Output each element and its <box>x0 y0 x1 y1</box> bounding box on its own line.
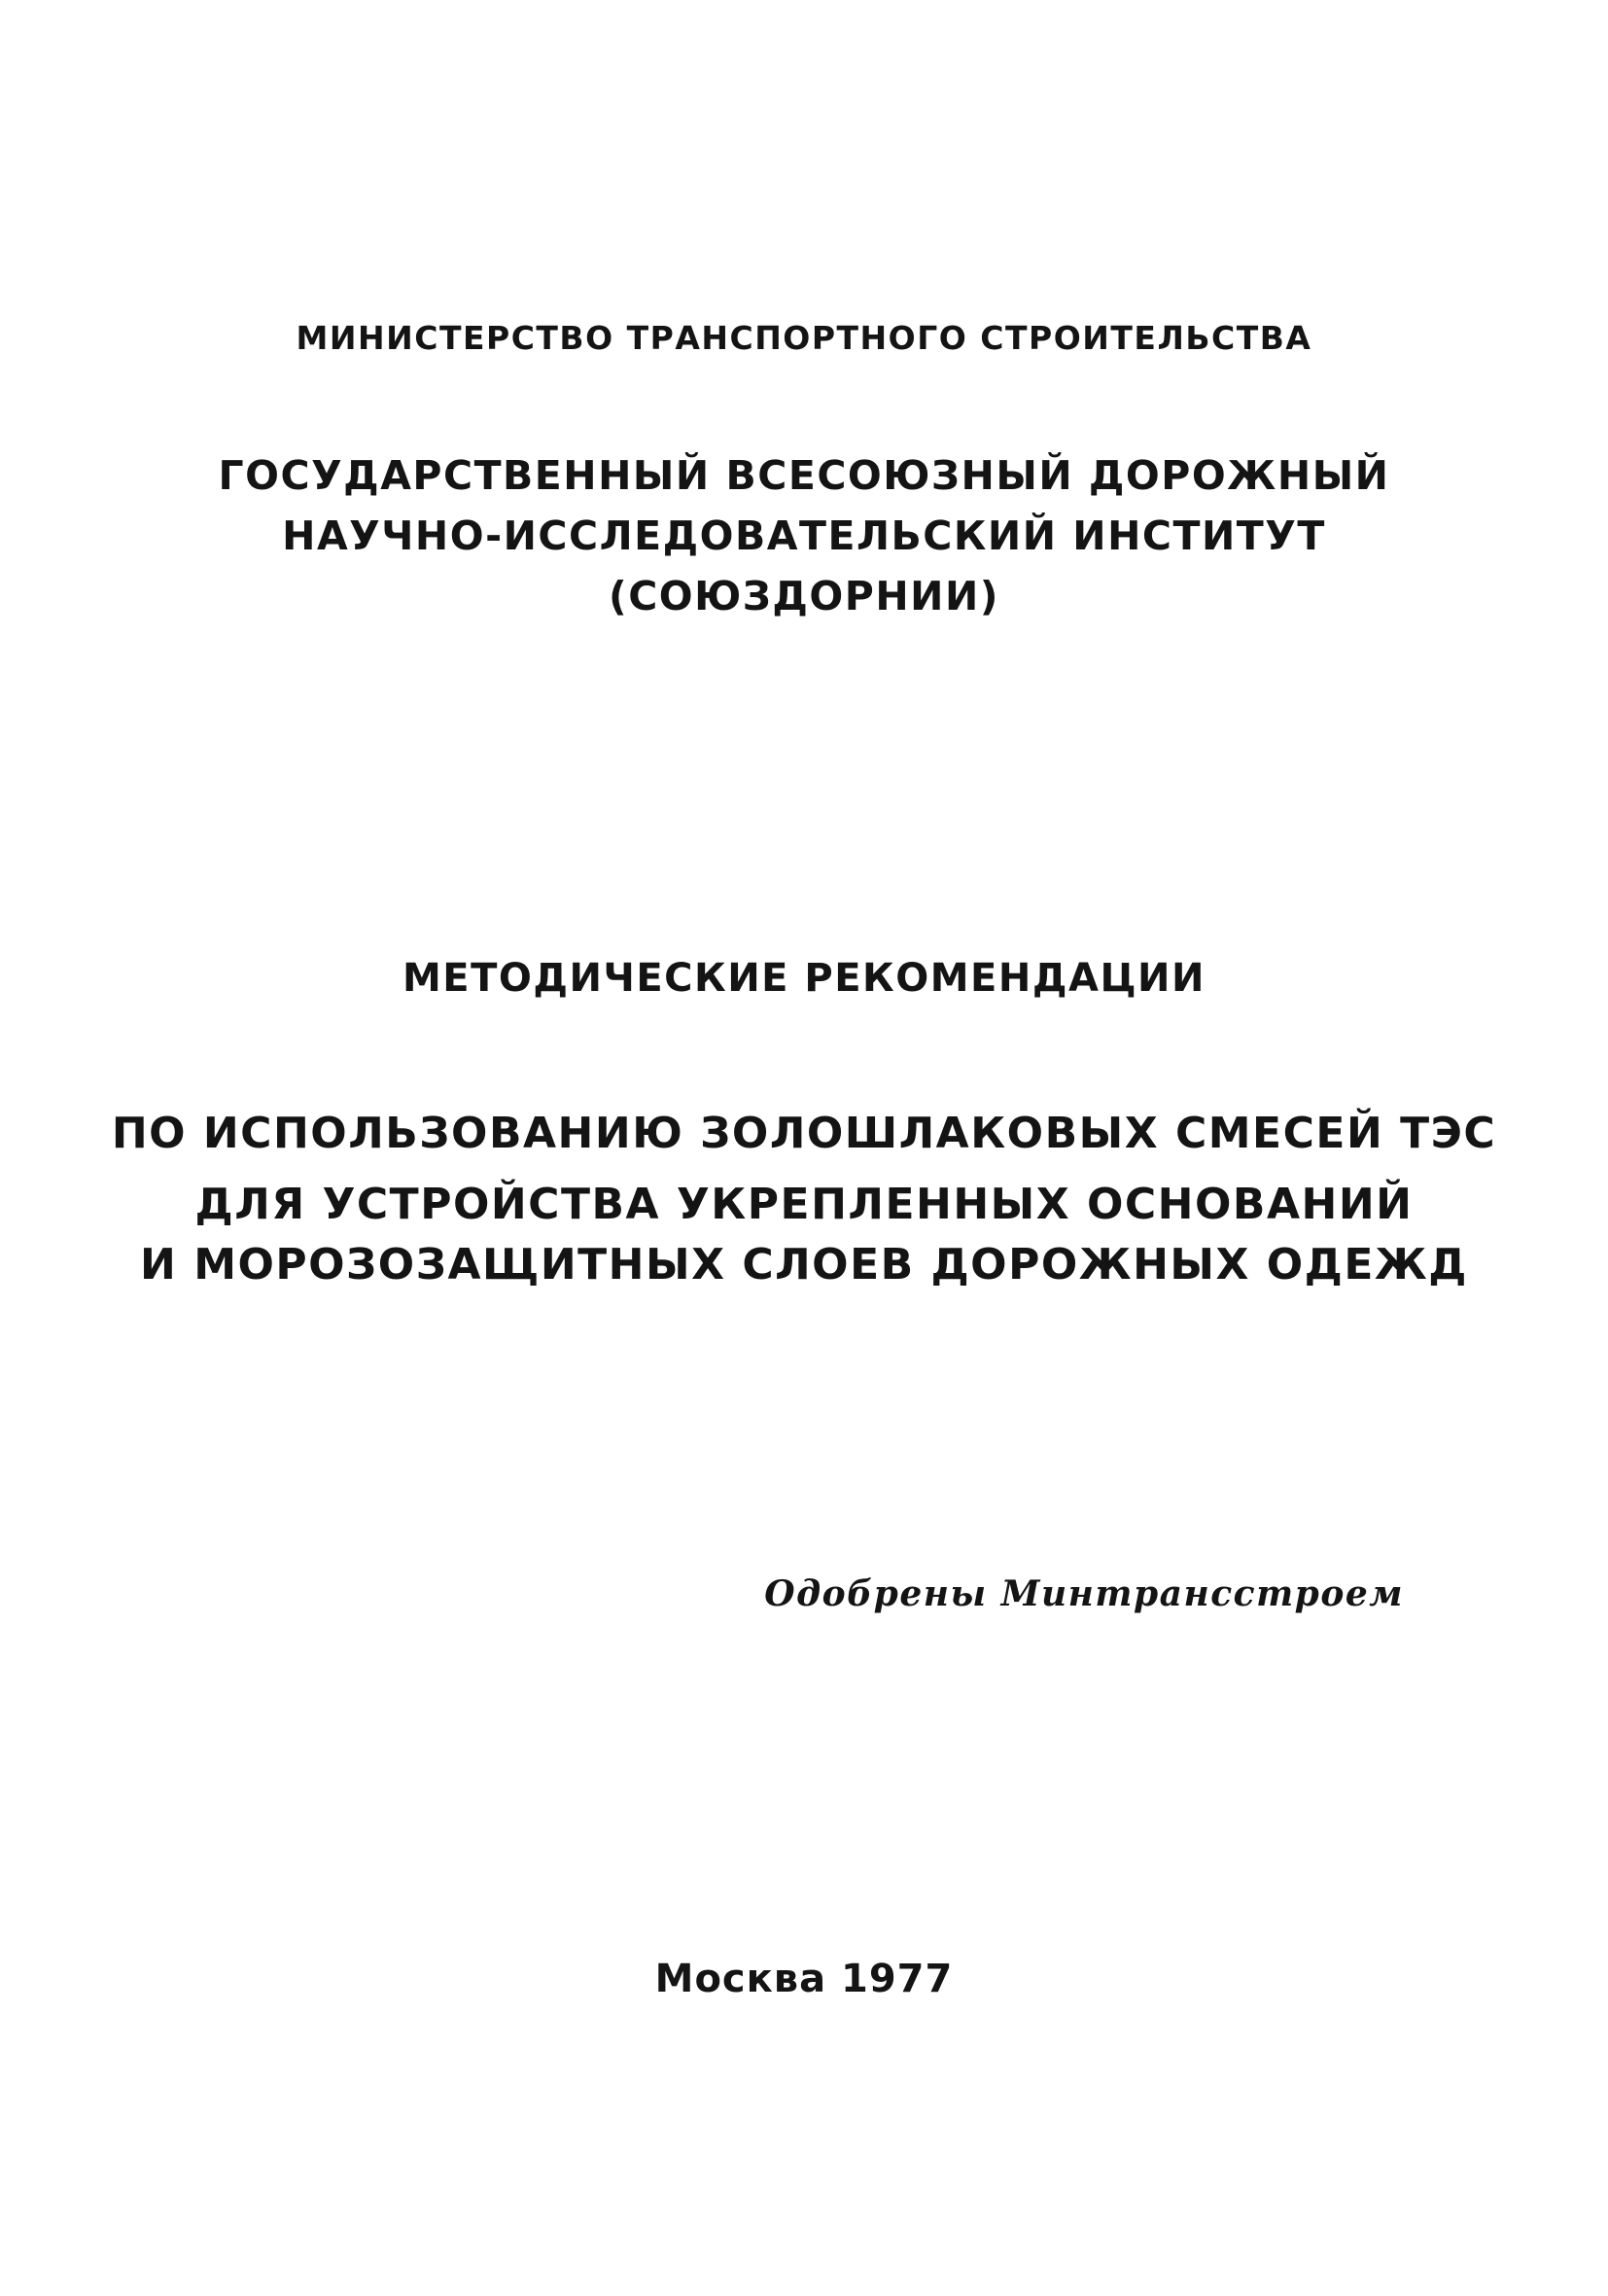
approval-note: Одобрены Минтрансстроем <box>764 1573 1404 1614</box>
ministry-name: МИНИСТЕРСТВО ТРАНСПОРТНОГО СТРОИТЕЛЬСТВА <box>296 319 1312 357</box>
institute-abbreviation: (СОЮЗДОРНИИ) <box>608 573 1000 619</box>
document-title: МЕТОДИЧЕСКИЕ РЕКОМЕНДАЦИИ <box>402 956 1206 1001</box>
institute-name-line-1: ГОСУДАРСТВЕННЫЙ ВСЕСОЮЗНЫЙ ДОРОЖНЫЙ <box>218 452 1390 499</box>
place-and-year: Москва 1977 <box>654 1957 954 2001</box>
document-subtitle-line-3: И МОРОЗОЗАЩИТНЫХ СЛОЕВ ДОРОЖНЫХ ОДЕЖД <box>140 1240 1468 1289</box>
institute-name-line-2: НАУЧНО-ИССЛЕДОВАТЕЛЬСКИЙ ИНСТИТУТ <box>282 512 1326 559</box>
document-subtitle-line-1: ПО ИСПОЛЬЗОВАНИЮ ЗОЛОШЛАКОВЫХ СМЕСЕЙ ТЭС <box>111 1109 1497 1158</box>
document-subtitle-line-2: ДЛЯ УСТРОЙСТВА УКРЕПЛЕННЫХ ОСНОВАНИЙ <box>194 1180 1414 1229</box>
